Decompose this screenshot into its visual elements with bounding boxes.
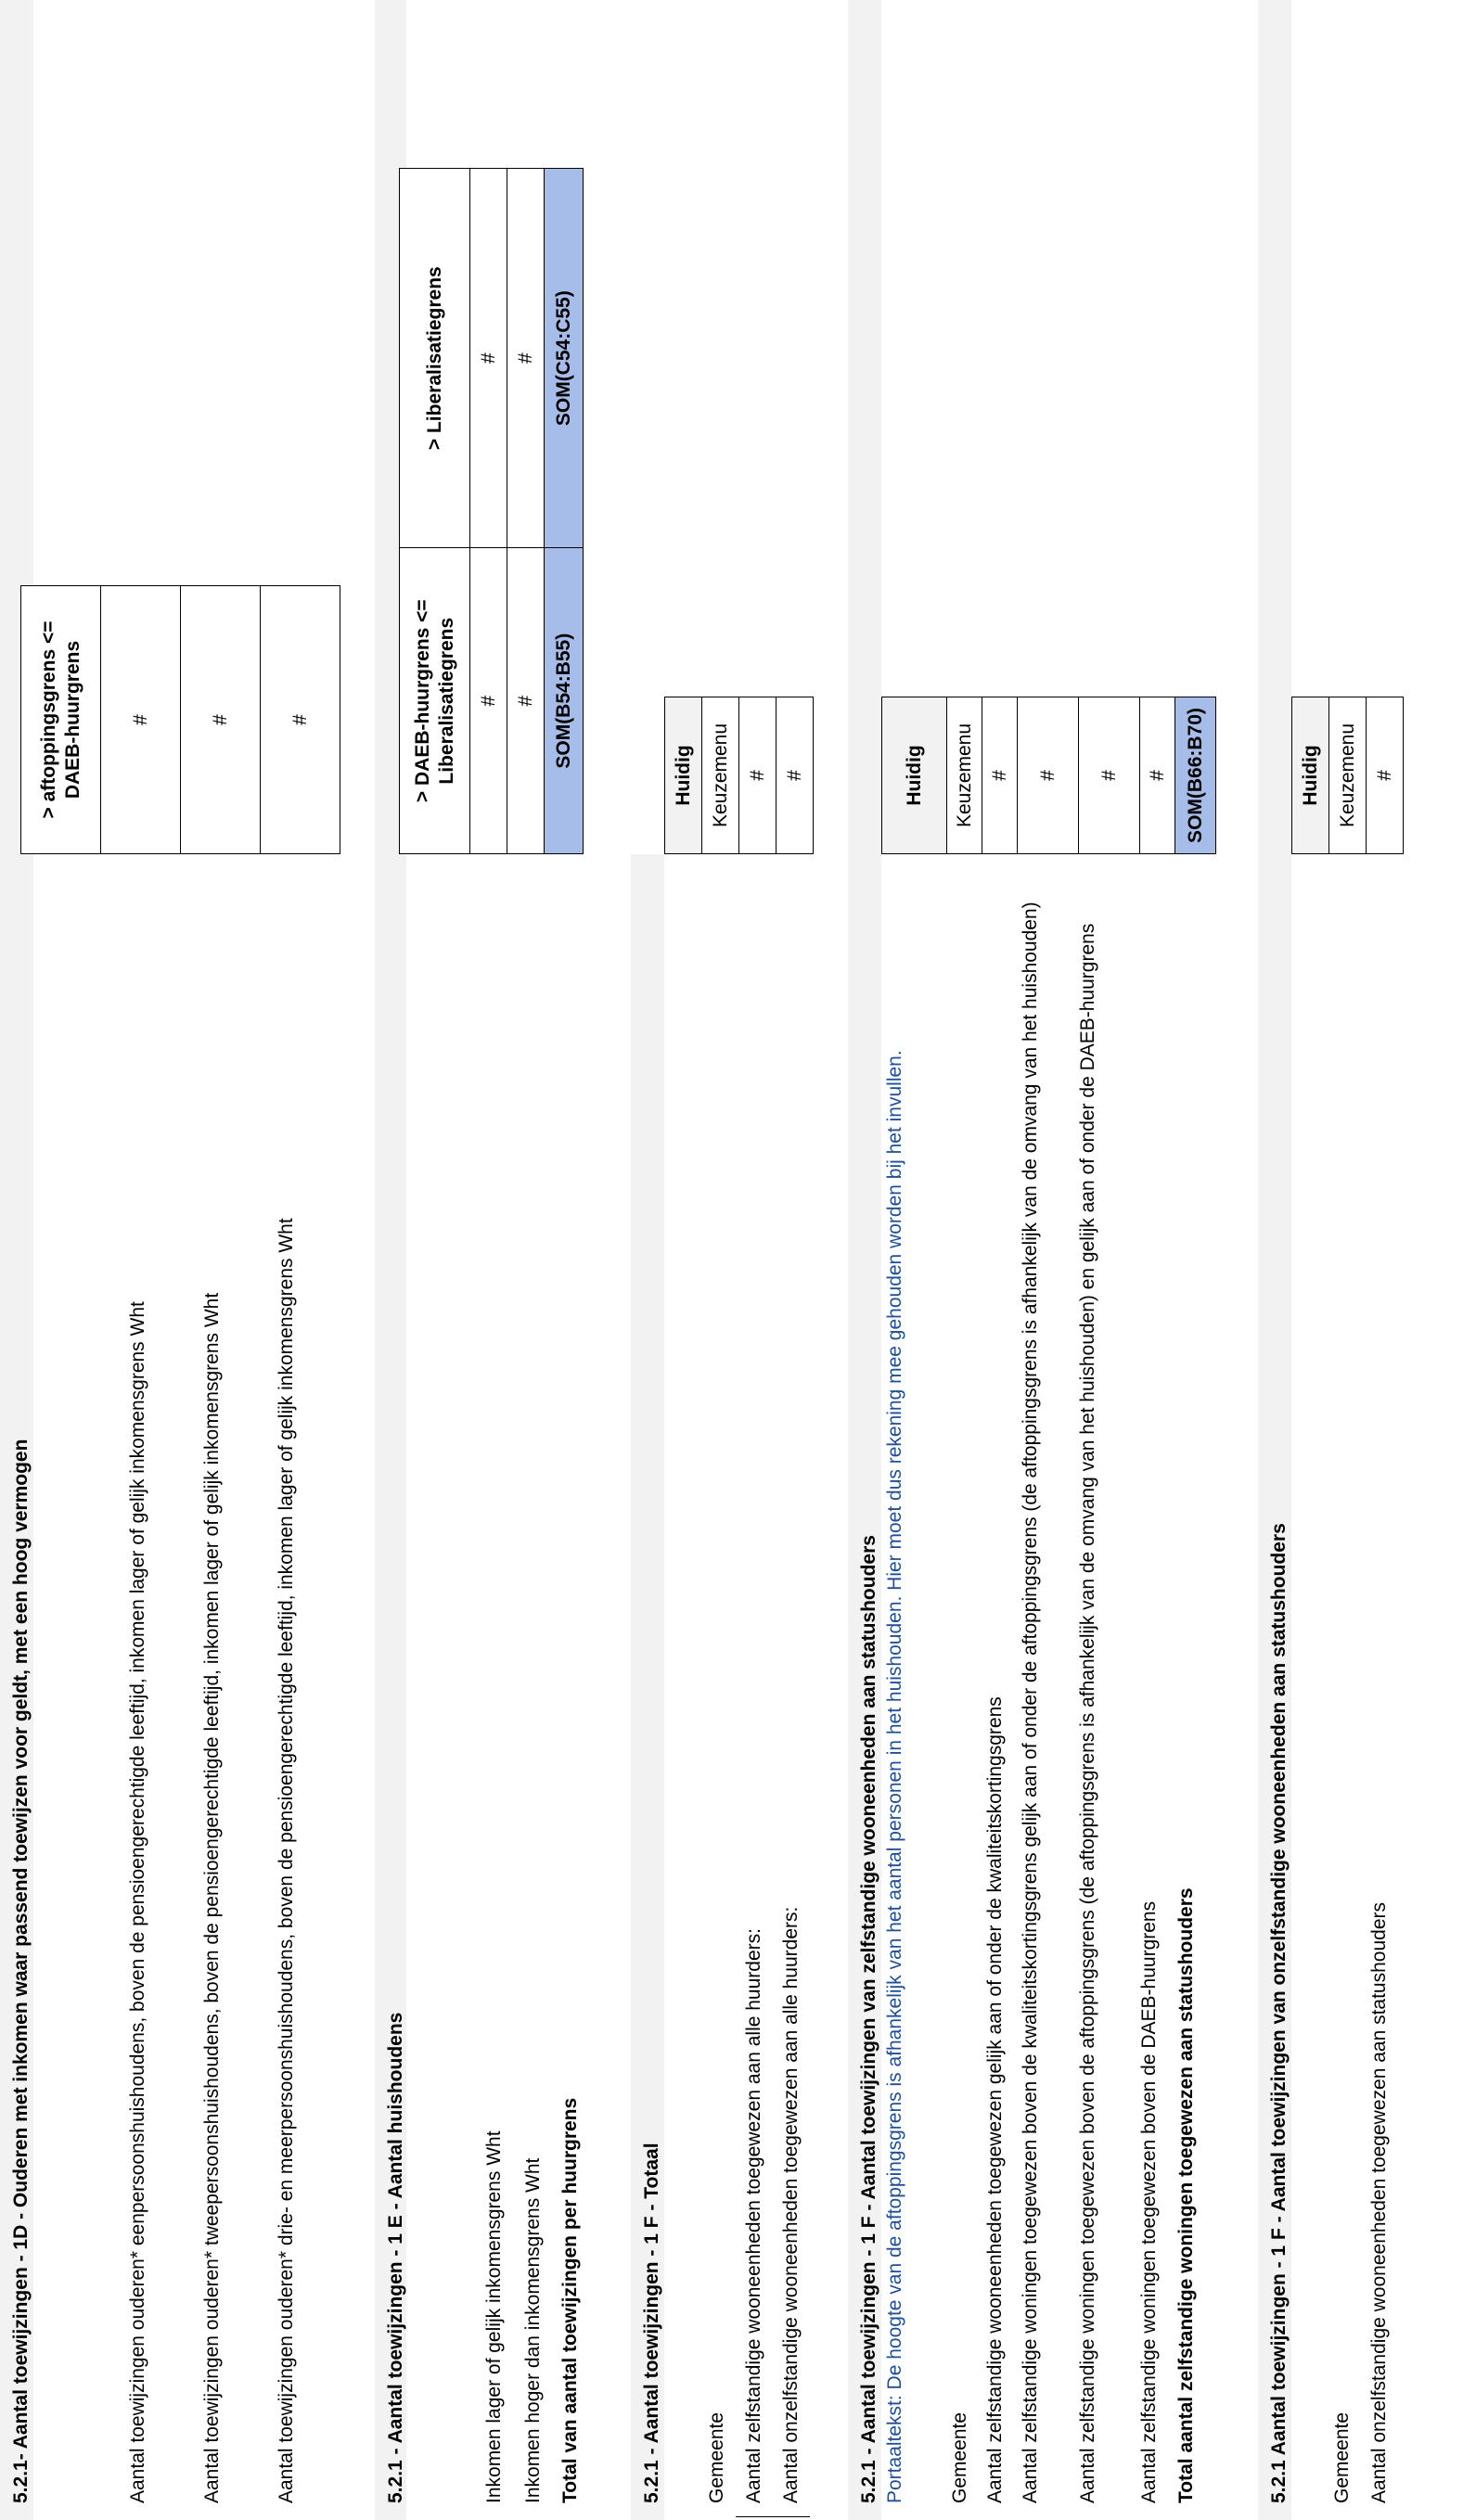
portal-text: Portaaltekst: De hoogte van de aftoppingsgrens is afhankelijk van het aantal personen in het huishouden. Hier moet dus rekening mee gehouden worden bij het invullen. bbox=[884, 1050, 905, 2503]
section-title-1f-totaal: 5.2.1 - Aantal toewijzingen - 1 F - Totaal bbox=[641, 2143, 662, 2503]
row-label: Gemeente bbox=[706, 2411, 727, 2503]
row-label: Aantal toewijzingen ouderen* tweepersoonshuishoudens, boven de pensioengerechtigde leeftijd, inkomen lager of gelijk inkomensgrens Wht bbox=[201, 1292, 223, 2503]
row-label: Inkomen lager of gelijk inkomensgrens Wht bbox=[483, 2130, 505, 2503]
row-label: Aantal onzelfstandige wooneenheden toegewezen aan alle huurders: bbox=[780, 1906, 802, 2503]
input-cell[interactable]: # bbox=[507, 169, 545, 548]
row-label: Aantal zelfstandige wooneenheden toegewezen aan alle huurders: bbox=[743, 1928, 764, 2503]
input-cell[interactable]: # bbox=[1018, 697, 1079, 854]
column-header: Huidig bbox=[665, 697, 702, 854]
section-title-1e: 5.2.1 - Aantal toewijzingen - 1 E - Aantal huishoudens bbox=[385, 2012, 406, 2503]
section-title-1f-onzelfstandig: 5.2.1 Aantal toewijzingen - 1 F - Aantal toewijzingen van onzelfstandige wooneenheden aan statushouders bbox=[1268, 1523, 1290, 2503]
input-cell[interactable]: # bbox=[982, 697, 1018, 854]
total-label: Total van aantal toewijzingen per huurgrens bbox=[559, 2097, 581, 2503]
input-cell[interactable]: # bbox=[1367, 697, 1404, 854]
cell-border bbox=[736, 2516, 810, 2517]
input-cell[interactable]: # bbox=[777, 697, 814, 854]
input-cell[interactable]: # bbox=[739, 697, 777, 854]
row-label: Aantal toewijzingen ouderen* eenpersoonshuishoudens, boven de pensioengerechtigde leeftijd, inkomen lager of gelijk inkomensgrens Wht bbox=[127, 1301, 148, 2503]
input-cell[interactable]: # bbox=[261, 586, 340, 854]
column-header: > DAEB-huurgrens <= Liberalisatiegrens bbox=[400, 548, 470, 854]
column-header: Huidig bbox=[882, 697, 947, 854]
row-label: Gemeente bbox=[949, 2411, 970, 2503]
table-1f-totaal bbox=[664, 697, 814, 854]
dropdown-cell[interactable]: Keuzemenu bbox=[702, 697, 739, 854]
section-title-1d: 5.2.1- Aantal toewijzingen - 1D - Ouderen met inkomen waar passend toewijzen voor geldt, met een hoog vermogen bbox=[10, 1439, 32, 2503]
total-formula-cell: SOM(B54:B55) bbox=[545, 548, 584, 854]
dropdown-cell[interactable]: Keuzemenu bbox=[1329, 697, 1367, 854]
input-cell[interactable]: # bbox=[1079, 697, 1140, 854]
row-label: Aantal zelfstandige woningen toegewezen boven de kwaliteitskortingsgrens gelijk aan of onder de aftoppingsgrens (de aftoppingsgrens is afhankelijk van de omvang van het huishouden) bbox=[1020, 902, 1041, 2503]
table-1e bbox=[399, 168, 584, 854]
row-label: Aantal zelfstandige woningen toegewezen boven de DAEB-huurgrens bbox=[1138, 1900, 1160, 2503]
row-label: Aantal zelfstandige wooneenheden toegewezen gelijk aan of onder de kwaliteitskortingsgrens bbox=[984, 1696, 1006, 2503]
total-label: Total aantal zelfstandige woningen toegewezen aan statushouders bbox=[1175, 1887, 1197, 2503]
total-formula-cell: SOM(B66:B70) bbox=[1175, 697, 1216, 854]
table-1d bbox=[20, 585, 340, 854]
row-label: Gemeente bbox=[1331, 2411, 1353, 2503]
input-cell[interactable]: # bbox=[507, 548, 545, 854]
column-header: > aftoppingsgrens <= DAEB-huurgrens bbox=[21, 586, 101, 854]
dropdown-cell[interactable]: Keuzemenu bbox=[947, 697, 982, 854]
table-1f-zelfstandig bbox=[881, 697, 1216, 854]
row-label: Aantal toewijzingen ouderen* drie- en meerpersoonshuishoudens, boven de pensioengerechtigde leeftijd, inkomen lager of gelijk inkomensgrens Wht bbox=[276, 1218, 297, 2503]
input-cell[interactable]: # bbox=[470, 548, 507, 854]
section-title-1f-zelfstandig: 5.2.1 - Aantal toewijzingen - 1 F - Aantal toewijzingen van zelfstandige wooneenheden aan statushouders bbox=[858, 1535, 879, 2503]
row-label: Aantal zelfstandige woningen toegewezen boven de aftoppingsgrens (de aftoppingsgrens is afhankelijk van de omvang van het huishouden) en gelijk aan of onder de DAEB-huurgrens bbox=[1077, 923, 1098, 2503]
input-cell[interactable]: # bbox=[1140, 697, 1175, 854]
input-cell[interactable]: # bbox=[470, 169, 507, 548]
row-label: Aantal onzelfstandige wooneenheden toegewezen aan statushouders bbox=[1368, 1902, 1390, 2503]
row-label: Inkomen hoger dan inkomensgrens Wht bbox=[522, 2157, 544, 2503]
table-1f-onzelfstandig bbox=[1291, 697, 1404, 854]
input-cell[interactable]: # bbox=[101, 586, 181, 854]
column-header: Huidig bbox=[1292, 697, 1329, 854]
column-header: > Liberalisatiegrens bbox=[400, 169, 470, 548]
input-cell[interactable]: # bbox=[181, 586, 261, 854]
total-formula-cell: SOM(C54:C55) bbox=[545, 169, 584, 548]
